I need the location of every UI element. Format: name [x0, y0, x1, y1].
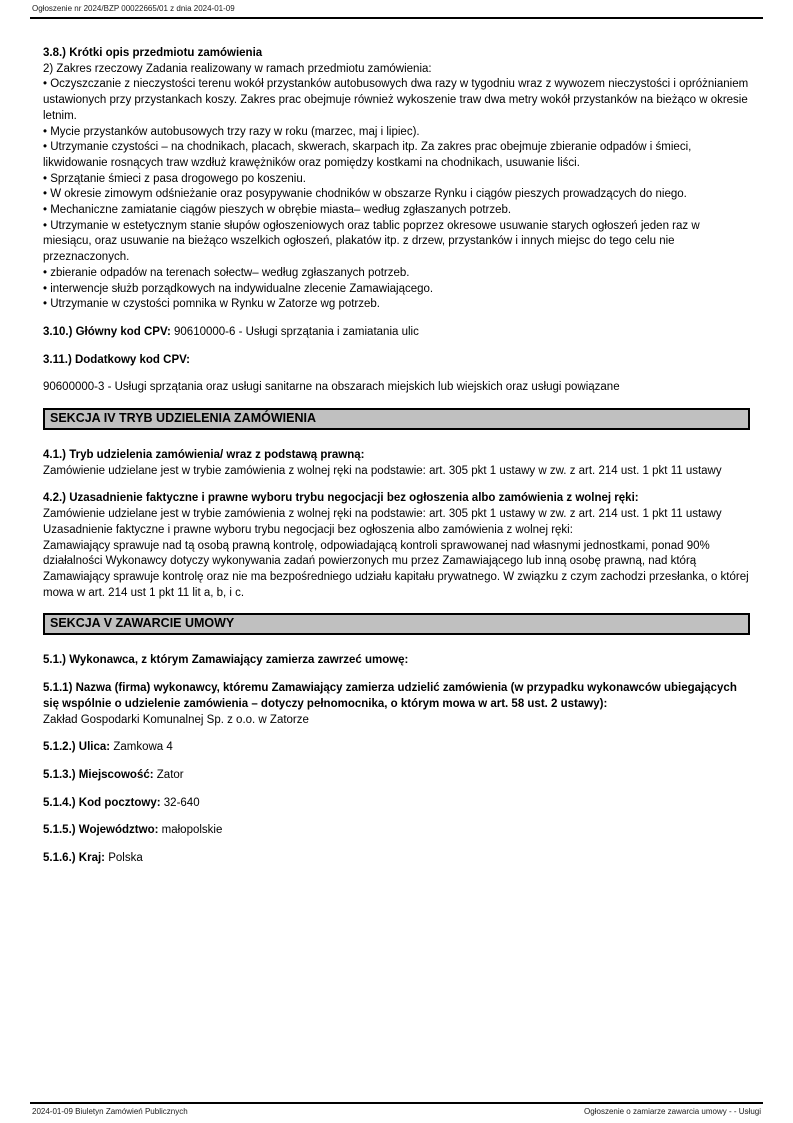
field-label-postal-code: 5.1.4.) Kod pocztowy:: [43, 796, 161, 809]
field-label-4-1: 4.1.) Tryb udzielenia zamówienia/ wraz z podstawą prawną:: [43, 449, 365, 462]
field-4-2: [43, 491, 750, 601]
field-label-street: 5.1.2.) Ulica:: [43, 741, 111, 754]
field-label-country: 5.1.6.) Kraj:: [43, 852, 105, 865]
field-value-4-2-part: Uzasadnienie faktyczne i prawne wyboru trybu negocjacji bez ogłoszenia albo zamówienia z wolnej ręki:: [43, 523, 573, 536]
bullet-line: • W okresie zimowym odśnieżanie oraz posypywanie chodników w obszarze Rynku i ciągów pieszych prowadzących do niego.: [43, 188, 687, 201]
bullet-line: • Utrzymanie czystości – na chodnikach, placach, skwerach, skarpach itp. Za zakres prac obejmuje zbieranie odpadów i śmieci, likwidowanie rosnących traw wzdłuż krawężników oraz pomiędzy kostkami na chodnikach, usuwanie liści.: [43, 141, 692, 169]
field-3-11: [43, 353, 750, 369]
bullet-line: • Utrzymanie w czystości pomnika w Rynku w Zatorze wg potrzeb.: [43, 298, 380, 311]
document-body: [43, 46, 750, 867]
bullet-line: • Mycie przystanków autobusowych trzy razy w roku (marzec, maj i lipiec).: [43, 125, 420, 138]
bullet-line: • interwencje służb porządkowych na indywidualne zlecenie Zamawiającego.: [43, 282, 434, 295]
field-5-1-5: [43, 823, 750, 839]
contractor-name: Zakład Gospodarki Komunalnej Sp. z o.o. w Zatorze: [43, 713, 309, 726]
field-4-1: [43, 448, 750, 479]
section-3-8: [43, 46, 750, 313]
bullet-line: • Utrzymanie w estetycznym stanie słupów ogłoszeniowych oraz tablic poprzez okresowe usuwanie starych ogłoszeń jeden raz w miesiącu, oraz usuwanie na bieżąco wszelkich ogłoszeń, plakatów itp. z drzew, przystanków i innych miejsc do tego celu nie przeznaczonych.: [43, 219, 700, 264]
street-value: Zamkowa 4: [113, 741, 173, 754]
field-label-3-11: 3.11.) Dodatkowy kod CPV:: [43, 353, 190, 366]
field-5-1-2: [43, 740, 750, 756]
field-label-5-1-1: 5.1.1) Nazwa (firma) wykonawcy, któremu Zamawiający zamierza udzielić zamówienia (w przypadku wykonawców ubiegających się wspólnie o udzielenie zamówienia – dotyczy pełnomocnika, o którym mowa w art. 58 ust. 2 ustawy):: [43, 682, 737, 710]
bullet-line: • Sprzątanie śmieci z pasa drogowego po koszeniu.: [43, 172, 306, 185]
field-label-3-8: 3.8.) Krótki opis przedmiotu zamówienia: [43, 47, 263, 59]
bullet-line: • Oczyszczanie z nieczystości terenu wokół przystanków autobusowych dwa razy w tygodniu wraz z wywozem nieczystości i opróżnianiem ustawionych przy przystankach koszy. Zakres prac obejmuje również wykoszenie traw dwa metry wokół przystanków na bieżąco w okresie letnim.: [43, 78, 749, 122]
field-5-1-3: [43, 768, 750, 784]
scope-intro-line: 2) Zakres rzeczowy Zadania realizowany w ramach przedmiotu zamówienia:: [43, 62, 432, 75]
field-label-4-2: 4.2.) Uzasadnienie faktyczne i prawne wyboru trybu negocjacji bez ogłoszenia albo zamówienia z wolnej ręki:: [43, 492, 639, 505]
page-footer: [30, 1102, 763, 1117]
bullet-line: • Mechaniczne zamiatanie ciągów pieszych w obrębie miasta– według zgłaszanych potrzeb.: [43, 204, 512, 217]
bullet-line: • zbieranie odpadów na terenach sołectw– według zgłaszanych potrzeb.: [43, 266, 410, 279]
field-label-5-1: 5.1.) Wykonawca, z którym Zamawiający zamierza zawrzeć umowę:: [43, 654, 409, 667]
field-5-1: [43, 653, 750, 669]
field-5-1-4: [43, 796, 750, 812]
field-label-voivodeship: 5.1.5.) Województwo:: [43, 824, 159, 837]
section-header-iv: SEKCJA IV TRYB UDZIELENIA ZAMÓWIENIA: [43, 408, 750, 430]
page-header: [30, 3, 763, 19]
section-header-v: SEKCJA V ZAWARCIE UMOWY: [43, 613, 750, 635]
announcement-ref: Ogłoszenie nr 2024/BZP 00022665/01 z dnia 2024-01-09: [32, 4, 235, 13]
field-5-1-1: [43, 681, 750, 728]
postal-code-value: 32-640: [163, 796, 200, 809]
cpv-additional-value: 90600000-3 - Usługi sprzątania oraz usługi sanitarne na obszarach miejskich lub wiejskich oraz usługi powiązane: [43, 381, 620, 394]
country-value: Polska: [108, 852, 143, 865]
field-label-3-10: 3.10.) Główny kod CPV:: [43, 325, 171, 338]
footer-left-text: 2024-01-09 Biuletyn Zamówień Publicznych: [32, 1107, 188, 1116]
voivodeship-value: małopolskie: [161, 824, 223, 837]
field-value-3-10: 90610000-6 - Usługi sprzątania i zamiatania ulic: [174, 325, 419, 338]
field-value-4-2-part: Zamówienie udzielane jest w trybie zamówienia z wolnej ręki na podstawie: art. 305 pkt 1 ustawy w zw. z art. 214 ust. 1 pkt 11 ustawy: [43, 508, 722, 521]
city-value: Zator: [156, 768, 184, 781]
field-value-4-2-part: Zamawiający sprawuje nad tą osobą prawną kontrolę, odpowiadającą kontroli sprawowanej nad własnymi jednostkami, ponad 90% działalności Wykonawcy dotyczy wykonywania zadań powierzonych mu przez Zamawiającego lub inną osobę prawną, nad którą Zamawiający sprawuje kontrolę oraz nie ma bezpośredniego udziału kapitału prywatnego. W związku z czym zachodzi przesłanka, o której mowa w art. 214 ust 1 pkt 11 lit a, b, i c.: [43, 539, 749, 599]
footer-right-text: Ogłoszenie o zamiarze zawarcia umowy - - Usługi: [584, 1107, 761, 1116]
field-value-4-1: Zamówienie udzielane jest w trybie zamówienia z wolnej ręki na podstawie: art. 305 pkt 1 ustawy w zw. z art. 214 ust. 1 pkt 11 ustawy: [43, 464, 722, 477]
field-3-10: [43, 325, 750, 341]
field-5-1-6: [43, 851, 750, 867]
field-label-city: 5.1.3.) Miejscowość:: [43, 768, 154, 781]
